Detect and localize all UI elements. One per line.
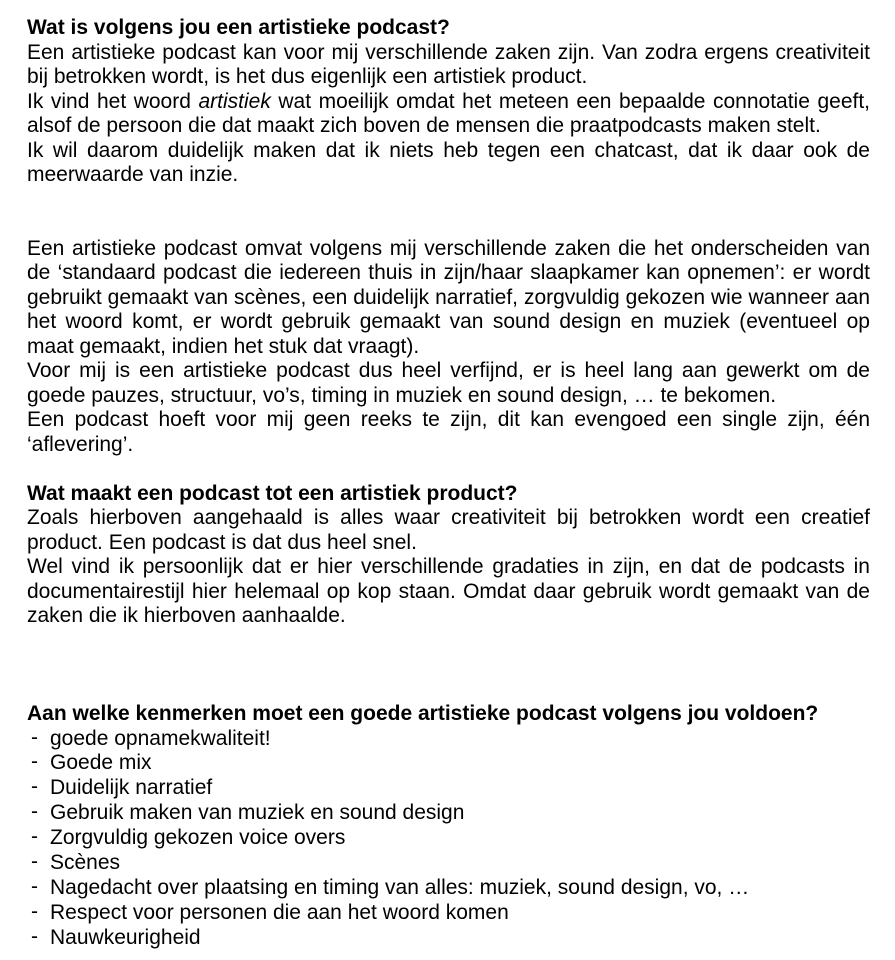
bullet-dash-icon: - <box>31 775 38 799</box>
list-item <box>27 901 870 926</box>
answer-paragraph <box>27 237 870 360</box>
question-heading: Aan welke kenmerken moet een goede artistieke podcast volgens jou voldoen? <box>27 702 819 725</box>
document-content <box>27 16 870 951</box>
list-item-text: Nauwkeurigheid <box>50 925 201 949</box>
bullet-dash-icon: - <box>31 850 38 874</box>
qa-block <box>27 702 870 951</box>
qa-block <box>27 482 870 629</box>
list-item <box>27 826 870 851</box>
answer-paragraph <box>27 41 870 90</box>
text-run: Ik vind het woord <box>27 89 199 113</box>
answer-paragraph <box>27 555 870 629</box>
list-item-text: Nagedacht over plaatsing en timing van alles: muziek, sound design, vo, … <box>50 875 750 899</box>
list-item <box>27 851 870 876</box>
bullet-dash-icon: - <box>31 924 38 948</box>
answer-paragraph <box>27 139 870 188</box>
bullet-dash-icon: - <box>31 825 38 849</box>
text-run: Een artistieke podcast omvat volgens mij verschillende zaken die het onderscheiden van de ‘standaard podcast die iedereen thuis in zijn/haar slaapkamer kan opnemen’: er wordt gebruikt gemaakt van scènes, een duidelijk narratief, zorgvuldig gekozen wie wanneer aan het woord komt, er wordt gebruik gemaakt van sound design en muziek (eventueel op maat gemaakt, indien het stuk dat vraagt). <box>27 236 870 358</box>
list-item-text: Gebruik maken van muziek en sound design <box>50 801 465 825</box>
bullet-dash-icon: - <box>31 750 38 774</box>
list-item <box>27 876 870 901</box>
text-run: Zoals hierboven aangehaald is alles waar creativiteit bij betrokken wordt een creatief product. Een podcast is dat dus heel snel. <box>27 506 870 554</box>
bullet-dash-icon: - <box>31 725 38 749</box>
bullet-dash-icon: - <box>31 874 38 898</box>
answer-paragraph <box>27 506 870 555</box>
list-item-text: Scènes <box>50 851 121 875</box>
italic-text-run: artistiek <box>198 89 271 113</box>
list-item-text: Zorgvuldig gekozen voice overs <box>50 826 346 850</box>
text-run: Voor mij is een artistieke podcast dus heel verfijnd, er is heel lang aan gewerkt om de goede pauzes, structuur, vo’s, timing in muziek en sound design, … te bekomen. <box>27 359 870 407</box>
list-item-text: Respect voor personen die aan het woord komen <box>50 900 509 924</box>
qa-block <box>27 237 870 458</box>
question-heading: Wat is volgens jou een artistieke podcast? <box>27 16 450 39</box>
answer-paragraph <box>27 359 870 408</box>
answer-paragraph <box>27 408 870 457</box>
answer-paragraph <box>27 90 870 139</box>
list-item-text: Goede mix <box>50 751 152 775</box>
text-run: Ik wil daarom duidelijk maken dat ik niets heb tegen een chatcast, dat ik daar ook de meerwaarde van inzie. <box>27 138 870 186</box>
list-item-text: goede opnamekwaliteit! <box>50 726 271 750</box>
list-item <box>27 801 870 826</box>
bullet-dash-icon: - <box>31 800 38 824</box>
list-item <box>27 751 870 776</box>
list-item <box>27 727 870 752</box>
text-run: Een artistieke podcast kan voor mij verschillende zaken zijn. Van zodra ergens creativiteit bij betrokken wordt, is het dus eigenlijk een artistiek product. <box>27 40 870 88</box>
text-run: wat moeilijk omdat het meteen een bepaalde connotatie geeft, alsof de persoon die dat maakt zich boven de mensen die praatpodcasts maken stelt. <box>27 89 870 137</box>
list-item <box>27 926 870 951</box>
text-run: Wel vind ik persoonlijk dat er hier verschillende gradaties in zijn, en dat de podcasts in documentairestijl hier helemaal op kop staan. Omdat daar gebruik wordt gemaakt van de zaken die ik hierboven aanhaalde. <box>27 555 870 627</box>
qa-block <box>27 16 870 188</box>
text-run: Een podcast hoeft voor mij geen reeks te zijn, dit kan evengoed een single zijn, één ‘aflevering’. <box>27 408 870 456</box>
bullet-dash-icon: - <box>31 899 38 923</box>
list-item <box>27 776 870 801</box>
list-item-text: Duidelijk narratief <box>50 776 213 800</box>
question-heading: Wat maakt een podcast tot een artistiek product? <box>27 481 518 505</box>
feature-list <box>27 727 870 951</box>
